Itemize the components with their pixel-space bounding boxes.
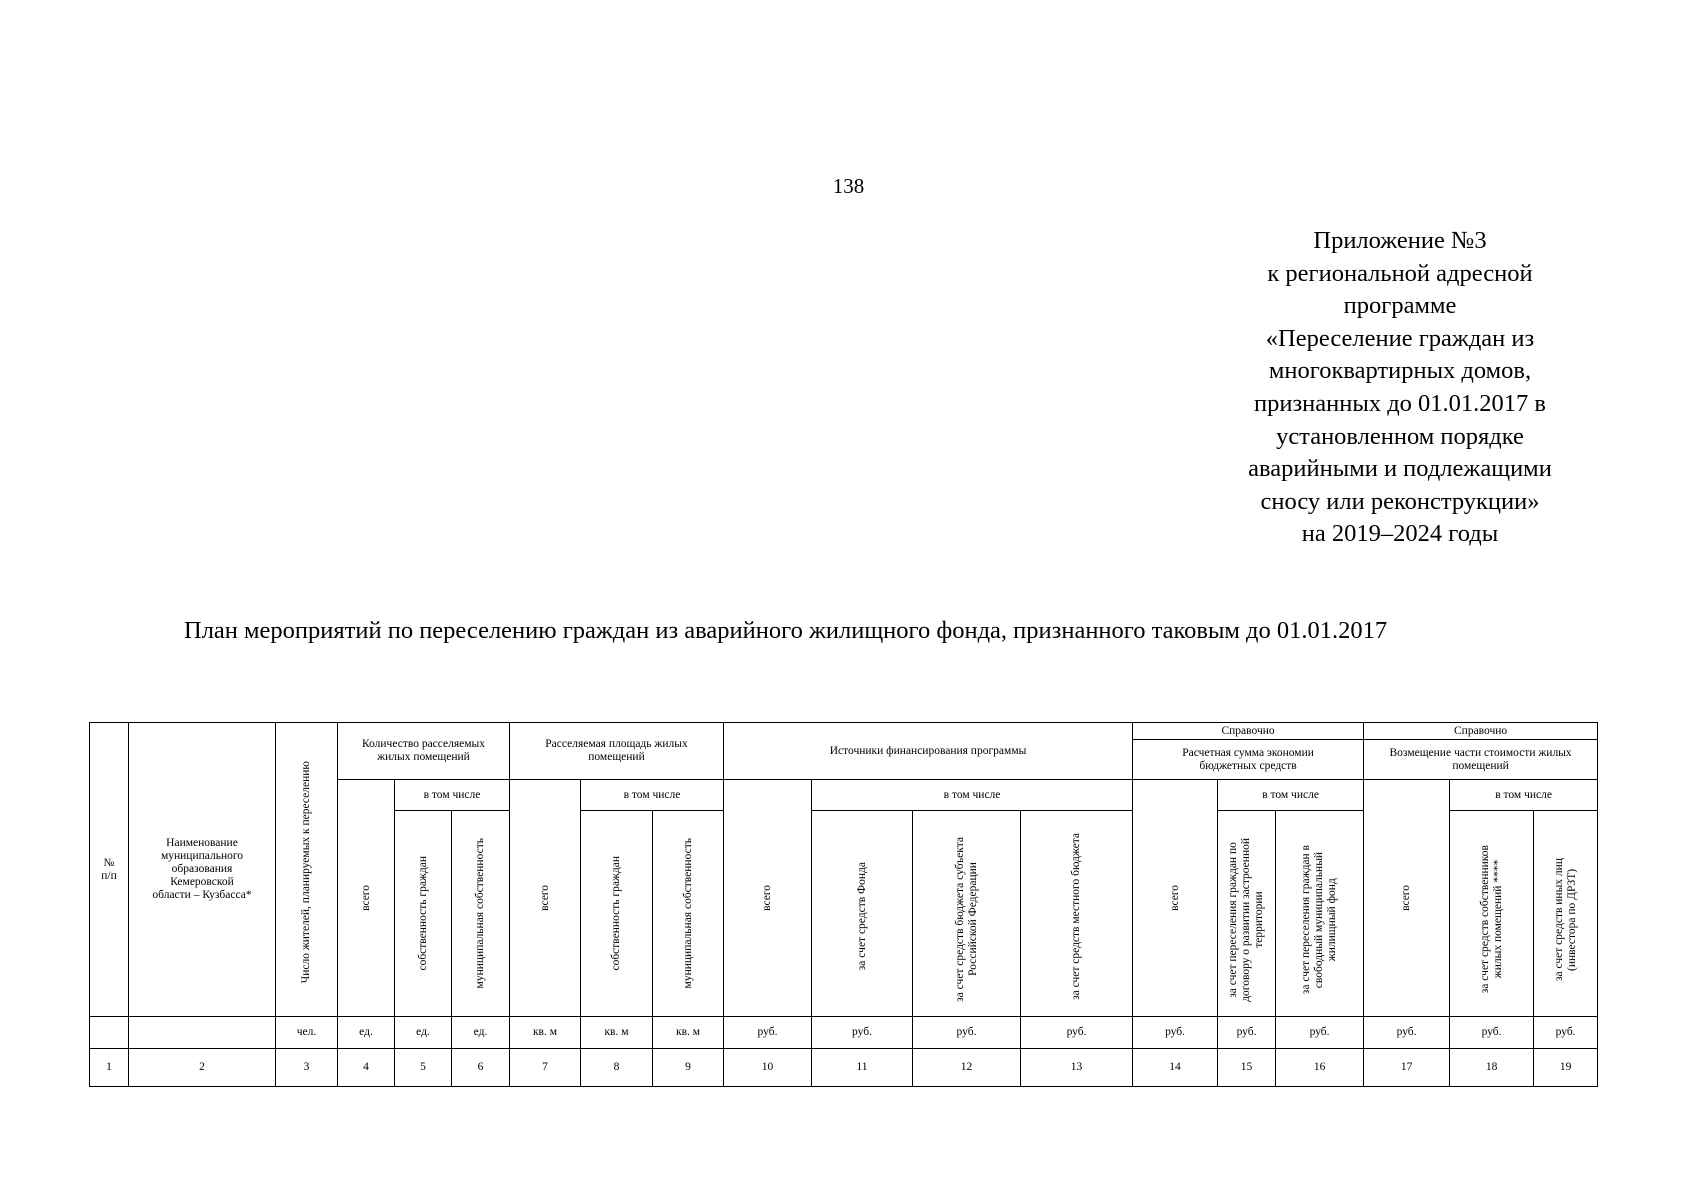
column-number: 19 bbox=[1534, 1049, 1598, 1087]
header-units-group: Количество расселяемых жилых помещений bbox=[338, 723, 510, 780]
column-number: 10 bbox=[724, 1049, 812, 1087]
header-residents: Число жителей, планируемых к переселению bbox=[276, 723, 338, 1017]
unit-cell: кв. м bbox=[510, 1017, 581, 1049]
header-compensation-total: всего bbox=[1364, 780, 1450, 1017]
unit-cell: руб. bbox=[1218, 1017, 1276, 1049]
appendix-line: установленном порядке bbox=[1276, 422, 1524, 450]
unit-cell: кв. м bbox=[581, 1017, 653, 1049]
header-funding-total: всего bbox=[724, 780, 812, 1017]
unit-cell bbox=[90, 1017, 129, 1049]
header-local-budget: за счет средств местного бюджета bbox=[1021, 811, 1133, 1017]
header-municipality: Наименование муниципального образования Кемеровской области – Кузбасса* bbox=[129, 723, 276, 1017]
header-units-including: в том числе bbox=[395, 780, 510, 811]
column-number: 15 bbox=[1218, 1049, 1276, 1087]
header-units-total: всего bbox=[338, 780, 395, 1017]
header-units-municipal: муниципальная собственность bbox=[452, 811, 510, 1017]
header-savings-total: всего bbox=[1133, 780, 1218, 1017]
column-number: 9 bbox=[653, 1049, 724, 1087]
header-subject-budget: за счет средств бюджета субъекта Российской Федерации bbox=[913, 811, 1021, 1017]
appendix-header bbox=[1200, 225, 1600, 551]
column-number: 6 bbox=[452, 1049, 510, 1087]
header-other-persons: за счет средств иных лиц (инвестора по ДРЗТ) bbox=[1534, 811, 1598, 1017]
header-savings-including: в том числе bbox=[1218, 780, 1364, 811]
unit-cell: кв. м bbox=[653, 1017, 724, 1049]
appendix-line: аварийными и подлежащими bbox=[1248, 455, 1552, 483]
header-savings-free-fund: за счет переселения граждан в свободный муниципальный жилищный фонд bbox=[1276, 811, 1364, 1017]
unit-cell bbox=[129, 1017, 276, 1049]
unit-cell: руб. bbox=[1133, 1017, 1218, 1049]
header-funding-group: Источники финансирования программы bbox=[724, 723, 1133, 780]
header-area-group: Расселяемая площадь жилых помещений bbox=[510, 723, 724, 780]
unit-cell: ед. bbox=[452, 1017, 510, 1049]
column-number: 14 bbox=[1133, 1049, 1218, 1087]
header-area-total: всего bbox=[510, 780, 581, 1017]
column-number: 11 bbox=[812, 1049, 913, 1087]
appendix-line: «Переселение граждан из bbox=[1265, 324, 1535, 352]
appendix-line: сносу или реконструкции» bbox=[1260, 487, 1540, 515]
resettlement-plan-table bbox=[89, 722, 1598, 1087]
unit-cell: руб. bbox=[1276, 1017, 1364, 1049]
column-number: 7 bbox=[510, 1049, 581, 1087]
unit-cell: ед. bbox=[395, 1017, 452, 1049]
column-number: 5 bbox=[395, 1049, 452, 1087]
column-number: 2 bbox=[129, 1049, 276, 1087]
appendix-line: на 2019–2024 годы bbox=[1301, 520, 1499, 548]
column-number: 3 bbox=[276, 1049, 338, 1087]
header-compensation-including: в том числе bbox=[1450, 780, 1598, 811]
unit-cell: руб. bbox=[1364, 1017, 1450, 1049]
plan-title: План мероприятий по переселению граждан из аварийного жилищного фонда, признанного таковым до 01.01.2017 bbox=[184, 617, 1388, 644]
column-number: 8 bbox=[581, 1049, 653, 1087]
header-units-citizens: собственность граждан bbox=[395, 811, 452, 1017]
page-number: 138 bbox=[832, 174, 865, 198]
column-number: 17 bbox=[1364, 1049, 1450, 1087]
column-number: 4 bbox=[338, 1049, 395, 1087]
units-row bbox=[90, 1017, 1598, 1049]
unit-cell: руб. bbox=[913, 1017, 1021, 1049]
column-number: 12 bbox=[913, 1049, 1021, 1087]
header-num: № п/п bbox=[90, 723, 129, 1017]
header-area-citizens: собственность граждан bbox=[581, 811, 653, 1017]
header-area-including: в том числе bbox=[581, 780, 724, 811]
appendix-line: к региональной адресной bbox=[1267, 259, 1533, 287]
header-fund-source: за счет средств Фонда bbox=[812, 811, 913, 1017]
header-savings-development: за счет переселения граждан по договору о развитии застроенной территории bbox=[1218, 811, 1276, 1017]
appendix-line: многоквартирных домов, bbox=[1268, 357, 1532, 385]
column-number: 16 bbox=[1276, 1049, 1364, 1087]
appendix-line: признанных до 01.01.2017 в bbox=[1254, 389, 1546, 417]
column-number: 13 bbox=[1021, 1049, 1133, 1087]
unit-cell: руб. bbox=[812, 1017, 913, 1049]
header-compensation-group: Возмещение части стоимости жилых помещений bbox=[1364, 740, 1598, 780]
unit-cell: руб. bbox=[1450, 1017, 1534, 1049]
header-area-municipal: муниципальная собственность bbox=[653, 811, 724, 1017]
column-number: 18 bbox=[1450, 1049, 1534, 1087]
header-funding-including: в том числе bbox=[812, 780, 1133, 811]
header-savings-group: Расчетная сумма экономии бюджетных средств bbox=[1133, 740, 1364, 780]
appendix-line: Приложение №3 bbox=[1313, 227, 1487, 254]
unit-cell: руб. bbox=[1021, 1017, 1133, 1049]
unit-cell: руб. bbox=[724, 1017, 812, 1049]
unit-cell: ед. bbox=[338, 1017, 395, 1049]
unit-cell: руб. bbox=[1534, 1017, 1598, 1049]
column-number: 1 bbox=[90, 1049, 129, 1087]
header-owners-funds: за счет средств собственников жилых помещений **** bbox=[1450, 811, 1534, 1017]
column-numbers-row bbox=[90, 1049, 1598, 1087]
header-reference-2: Справочно bbox=[1364, 723, 1598, 740]
unit-cell: чел. bbox=[276, 1017, 338, 1049]
header-reference-1: Справочно bbox=[1133, 723, 1364, 740]
appendix-line: программе bbox=[1343, 292, 1457, 320]
